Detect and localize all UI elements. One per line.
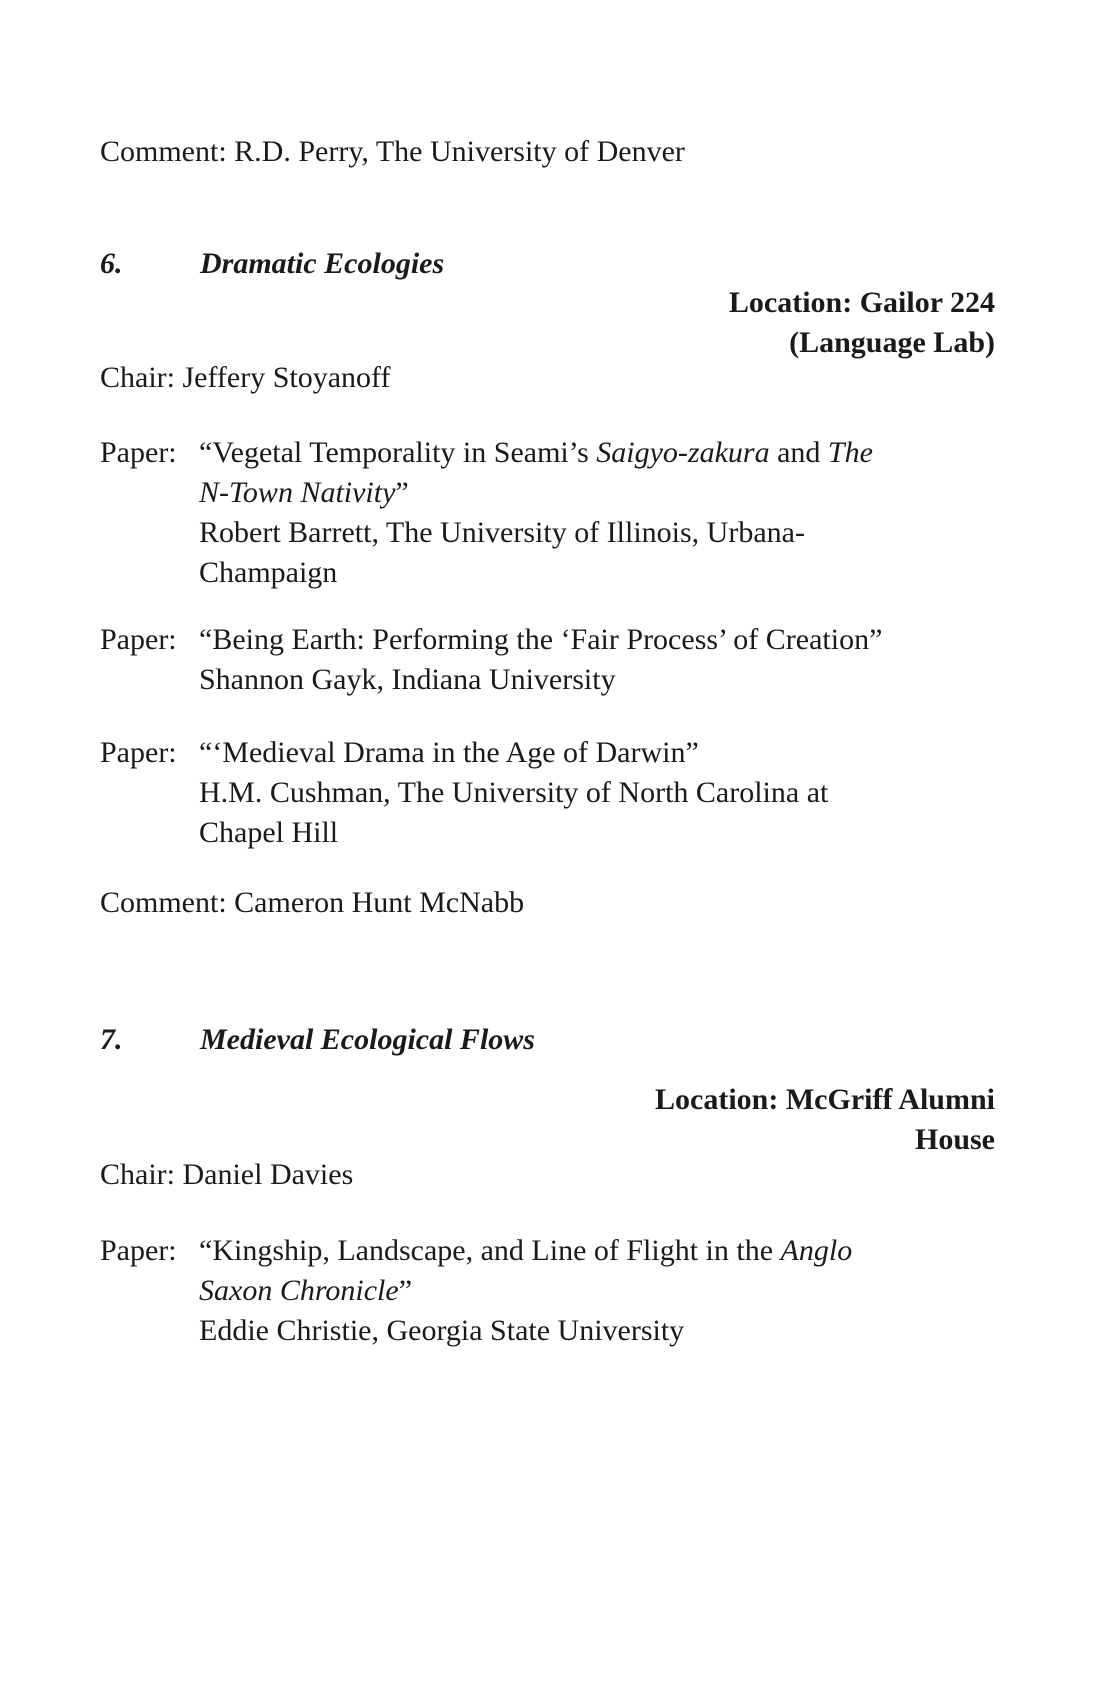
top-comment: Comment: R.D. Perry, The University of Denver <box>100 135 685 168</box>
location-line: House <box>914 1123 995 1156</box>
paper-author: Eddie Christie, Georgia State University <box>199 1314 685 1347</box>
paper-label: Paper: <box>100 623 177 656</box>
paper-author: Champaign <box>199 556 338 589</box>
section-6-title: Dramatic Ecologies <box>200 247 445 280</box>
paper-label: Paper: <box>100 736 177 769</box>
section-7-location <box>655 1080 995 1160</box>
paper-title: “Being Earth: Performing the ‘Fair Process’ of Creation” <box>199 623 883 656</box>
paper-author: Chapel Hill <box>199 816 339 849</box>
section-6-number: 6. <box>100 247 123 280</box>
location-line: Location: McGriff Alumni <box>655 1083 995 1116</box>
paper-label: Paper: <box>100 436 177 469</box>
section-7-chair: Chair: Daniel Davies <box>100 1158 354 1191</box>
section-7-title: Medieval Ecological Flows <box>200 1023 535 1056</box>
section-6-chair: Chair: Jeffery Stoyanoff <box>100 361 391 394</box>
section-6-comment: Comment: Cameron Hunt McNabb <box>100 886 525 919</box>
paper-title: “‘Medieval Drama in the Age of Darwin” <box>199 736 699 769</box>
paper-label: Paper: <box>100 1234 177 1267</box>
paper-title: “Vegetal Temporality in Seami’s Saigyo-zakura and The <box>199 436 873 469</box>
paper-author: H.M. Cushman, The University of North Carolina at <box>199 776 829 809</box>
section-7-number: 7. <box>100 1023 123 1056</box>
paper-title-cont: N-Town Nativity” <box>199 476 409 509</box>
section-6-location <box>729 283 995 363</box>
location-line: (Language Lab) <box>789 326 995 359</box>
paper-author: Robert Barrett, The University of Illinois, Urbana- <box>199 516 805 549</box>
paper-title-cont: Saxon Chronicle” <box>199 1274 413 1307</box>
location-line: Location: Gailor 224 <box>728 286 995 319</box>
paper-title: “Kingship, Landscape, and Line of Flight in the Anglo <box>199 1234 853 1267</box>
paper-author: Shannon Gayk, Indiana University <box>199 663 616 696</box>
